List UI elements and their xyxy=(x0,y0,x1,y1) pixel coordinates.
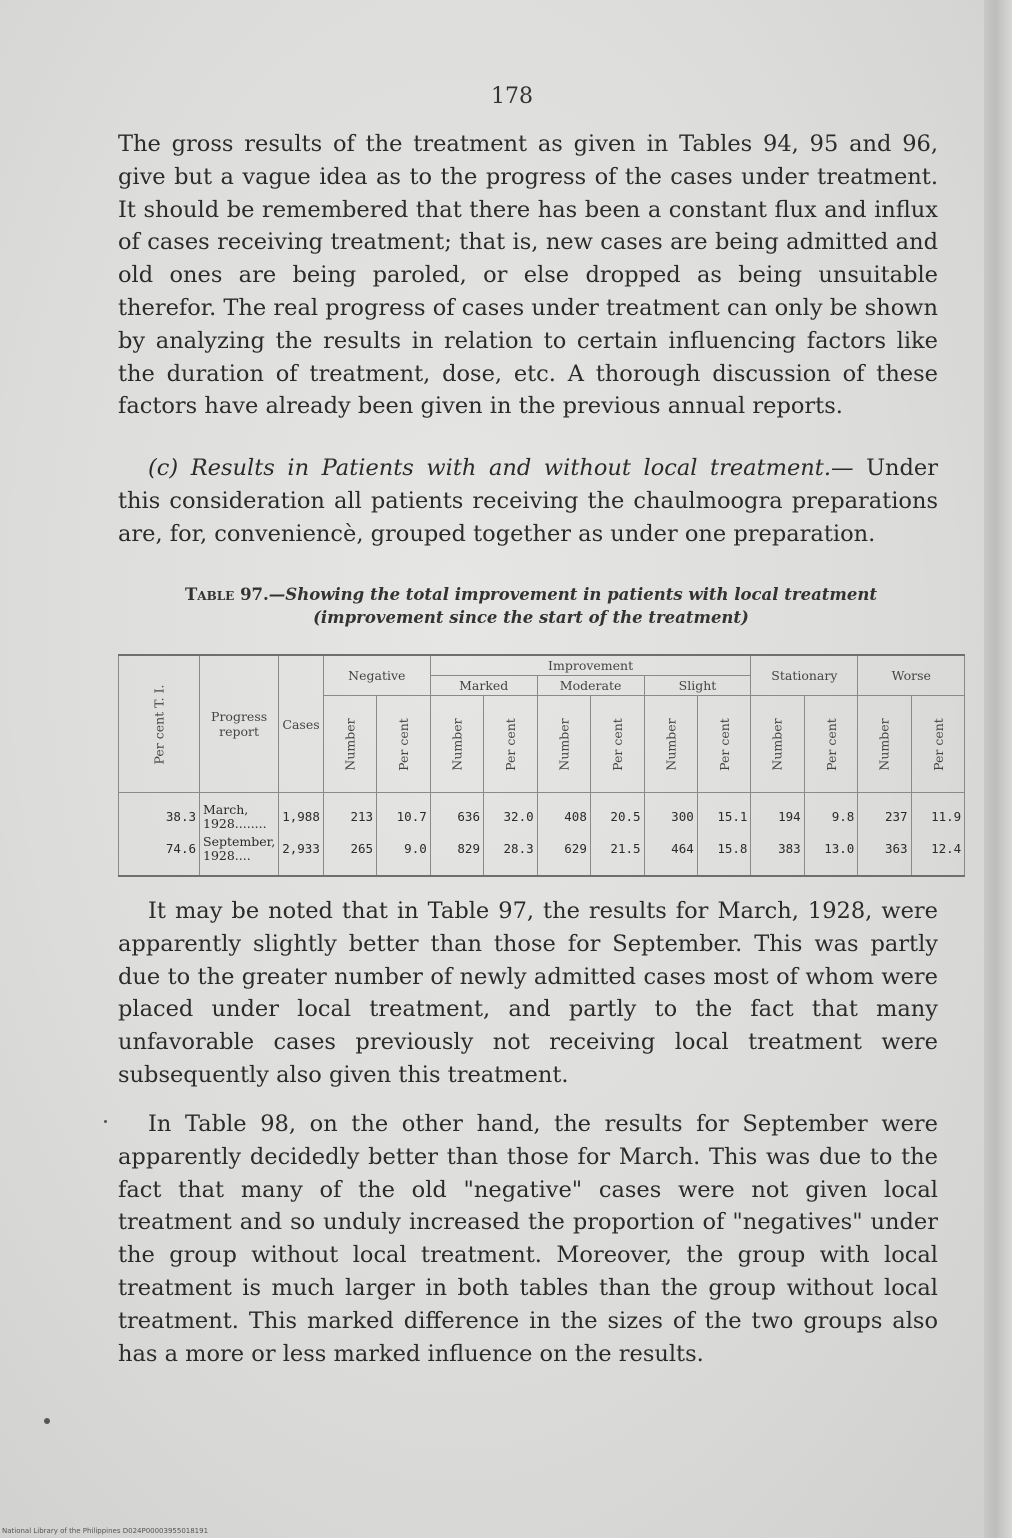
cell-slight-percent: 15.8 xyxy=(697,833,751,876)
header-cases: Cases xyxy=(279,655,324,793)
header-number: Number xyxy=(537,696,590,793)
header-marked: Marked xyxy=(430,676,537,696)
header-number: Number xyxy=(858,696,911,793)
paragraph-table-98-note: In Table 98, on the other hand, the results for September were apparently decidedly better than those for March. This was due to the fact that many of the old "negative" cases were not given local treatment and so unduly increased the proportion of "negatives" under the group without local treatment. Moreover, the group with local treatment is much larger in both tables than the group without local treatment. This marked difference in the sizes of the two groups also has a more or less marked influence on the results. xyxy=(118,1111,938,1367)
table-caption-label: Table 97. xyxy=(185,585,269,604)
cell-stationary-percent: 9.8 xyxy=(804,793,858,834)
scan-footer: National Library of the Philippines D024P00003955018191 xyxy=(2,1527,209,1535)
cell-worse-percent: 11.9 xyxy=(911,793,965,834)
cell-slight-percent: 15.1 xyxy=(697,793,751,834)
cell-cases: 2,933 xyxy=(279,833,324,876)
cell-marked-number: 829 xyxy=(430,833,483,876)
paragraph-local-treatment xyxy=(118,452,938,550)
cell-marked-number: 636 xyxy=(430,793,483,834)
header-per-cent: Per cent xyxy=(804,696,858,793)
cell-moderate-percent: 20.5 xyxy=(590,793,644,834)
cell-worse-number: 363 xyxy=(858,833,911,876)
header-number: Number xyxy=(323,696,376,793)
header-stationary: Stationary xyxy=(751,655,858,696)
header-per-cent: Per cent xyxy=(697,696,751,793)
cell-worse-number: 237 xyxy=(858,793,911,834)
header-improvement: Improvement xyxy=(430,655,751,676)
table-row xyxy=(119,833,965,876)
scan-speck xyxy=(104,1120,107,1123)
cell-slight-number: 464 xyxy=(644,833,697,876)
data-table xyxy=(118,654,965,877)
scan-speck xyxy=(44,1418,50,1424)
cell-per-cent-ti: 38.3 xyxy=(119,793,200,834)
section-heading: (c) Results in Patients with and without local treatment.— xyxy=(148,455,854,481)
header-number: Number xyxy=(644,696,697,793)
page-number: 178 xyxy=(491,84,533,109)
cell-slight-number: 300 xyxy=(644,793,697,834)
header-per-cent: Per cent xyxy=(590,696,644,793)
header-number: Number xyxy=(751,696,804,793)
cell-negative-percent: 9.0 xyxy=(377,833,431,876)
cell-negative-number: 265 xyxy=(323,833,376,876)
cell-stationary-number: 194 xyxy=(751,793,804,834)
header-negative: Negative xyxy=(323,655,430,696)
cell-per-cent-ti: 74.6 xyxy=(119,833,200,876)
cell-progress-report: March, 1928........ xyxy=(200,793,279,834)
cell-stationary-percent: 13.0 xyxy=(804,833,858,876)
cell-progress-report: September, 1928.... xyxy=(200,833,279,876)
header-per-cent: Per cent xyxy=(483,696,537,793)
cell-cases: 1,988 xyxy=(279,793,324,834)
paragraph-gross-results: The gross results of the treatment as given in Tables 94, 95 and 96, give but a vague idea as to the progress of the cases under treatment. It should be remembered that there has been a constant flux and influx of cases receiving treatment; that is, new cases are being admitted and old ones are being paroled, or else dropped as being unsuitable therefor. The real progress of cases under treatment can only be shown by analyzing the results in relation to certain influencing factors like the duration of treatment, dose, etc. A thorough discussion of these factors have already been given in the previous annual reports. xyxy=(118,131,938,420)
header-progress-report: Progress report xyxy=(200,655,279,793)
table-97 xyxy=(118,654,962,880)
header-worse: Worse xyxy=(858,655,965,696)
book-spine-edge xyxy=(984,0,1012,1538)
table-caption xyxy=(118,583,944,629)
header-per-cent: Per cent xyxy=(377,696,431,793)
header-moderate: Moderate xyxy=(537,676,644,696)
paragraph-text: Under this consideration all patients receiving the chaulmoogra preparations are, for, conveniencè, grouped together as under one preparation. xyxy=(118,455,938,547)
cell-marked-percent: 32.0 xyxy=(483,793,537,834)
paragraph-table-97-note: It may be noted that in Table 97, the results for March, 1928, were apparently slightly better than those for September. This was partly due to the greater number of newly admitted cases most of whom were placed under local treatment, and partly to the fact that many unfavorable cases previously not receiving local treatment were subsequently also given this treatment. xyxy=(118,898,938,1088)
cell-moderate-number: 629 xyxy=(537,833,590,876)
header-number: Number xyxy=(430,696,483,793)
table-row xyxy=(119,793,965,834)
cell-negative-percent: 10.7 xyxy=(377,793,431,834)
cell-marked-percent: 28.3 xyxy=(483,833,537,876)
header-per-cent-ti: Per cent T. I. xyxy=(119,655,200,793)
cell-worse-percent: 12.4 xyxy=(911,833,965,876)
cell-negative-number: 213 xyxy=(323,793,376,834)
cell-moderate-number: 408 xyxy=(537,793,590,834)
table-caption-text: —Showing the total improvement in patients with local treatment (improvement since the start of the treatment) xyxy=(268,585,877,627)
header-slight: Slight xyxy=(644,676,751,696)
cell-stationary-number: 383 xyxy=(751,833,804,876)
header-per-cent: Per cent xyxy=(911,696,965,793)
cell-moderate-percent: 21.5 xyxy=(590,833,644,876)
